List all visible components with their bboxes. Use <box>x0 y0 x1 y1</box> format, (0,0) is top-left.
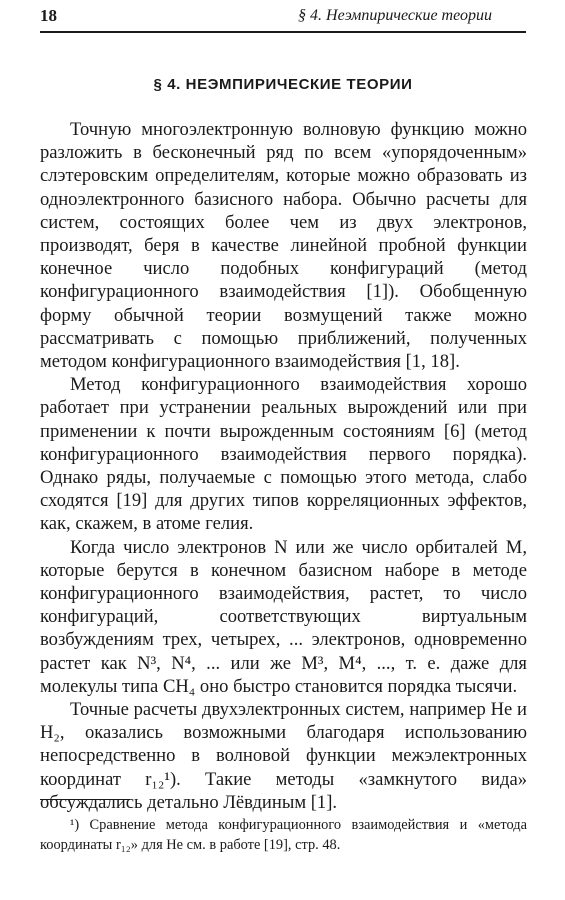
page-header <box>40 6 526 30</box>
header-rule <box>40 31 526 33</box>
paragraph: Точную многоэлектронную волновую функцию можно разложить в бесконечный ряд по всем «упорядоченным» слэтеровским определителям, которые можно образовать из одноэлектронного базисного набора. Обычно расчеты для систем, состоящих более чем из двух электронов, производят, беря в качестве линейной пробной функции конечное число подобных конфигураций (метод конфигурационного взаимодействия [1]). Обобщенную форму обычной теории возмущений также можно рассматривать с помощью приближений, полученных методом конфигурационного взаимодействия [1, 18]. <box>40 119 527 373</box>
footnote-rule <box>40 799 130 800</box>
paragraph: Когда число электронов N или же число орбиталей M, которые берутся в конечном базисном наборе в методе конфигурационного взаимодействия, растет, то число конфигураций, соответствующих виртуальным возбуждениям трех, четырех, ... электронов, одновременно растет как N³, N⁴, ... или же M³, M⁴, ..., т. е. даже для молекулы типа CH₄ оно быстро становится порядка тысячи. <box>40 536 527 697</box>
section-title: § 4. НЕЭМПИРИЧЕСКИЕ ТЕОРИИ <box>153 76 413 93</box>
paragraph: Метод конфигурационного взаимодействия хорошо работает при устранении реальных вырождений или при применении к почти вырожденным состояниям [6] (метод конфигурационного взаимодействия первого порядка). Однако ряды, получаемые с помощью этого метода, слабо сходятся [19] для других типов корреляционных эффектов, как, скажем, в атоме гелия. <box>40 374 527 535</box>
paragraph: Точные расчеты двухэлектронных систем, например He и H₂, оказались возможными благодаря использованию непосредственно в волновой функции межэлектронных координат r₁₂¹). Такие методы «замкнутого вида» обсуждались детально Лёвдиным [1]. <box>40 699 527 813</box>
footnote: ¹) Сравнение метода конфигурационного взаимодействия и «метода координаты r₁₂» для He см. в работе [19], стр. 48. <box>40 817 527 853</box>
page-number: 18 <box>40 6 57 25</box>
running-head: § 4. Неэмпирические теории <box>298 7 492 24</box>
body-text <box>40 118 527 814</box>
